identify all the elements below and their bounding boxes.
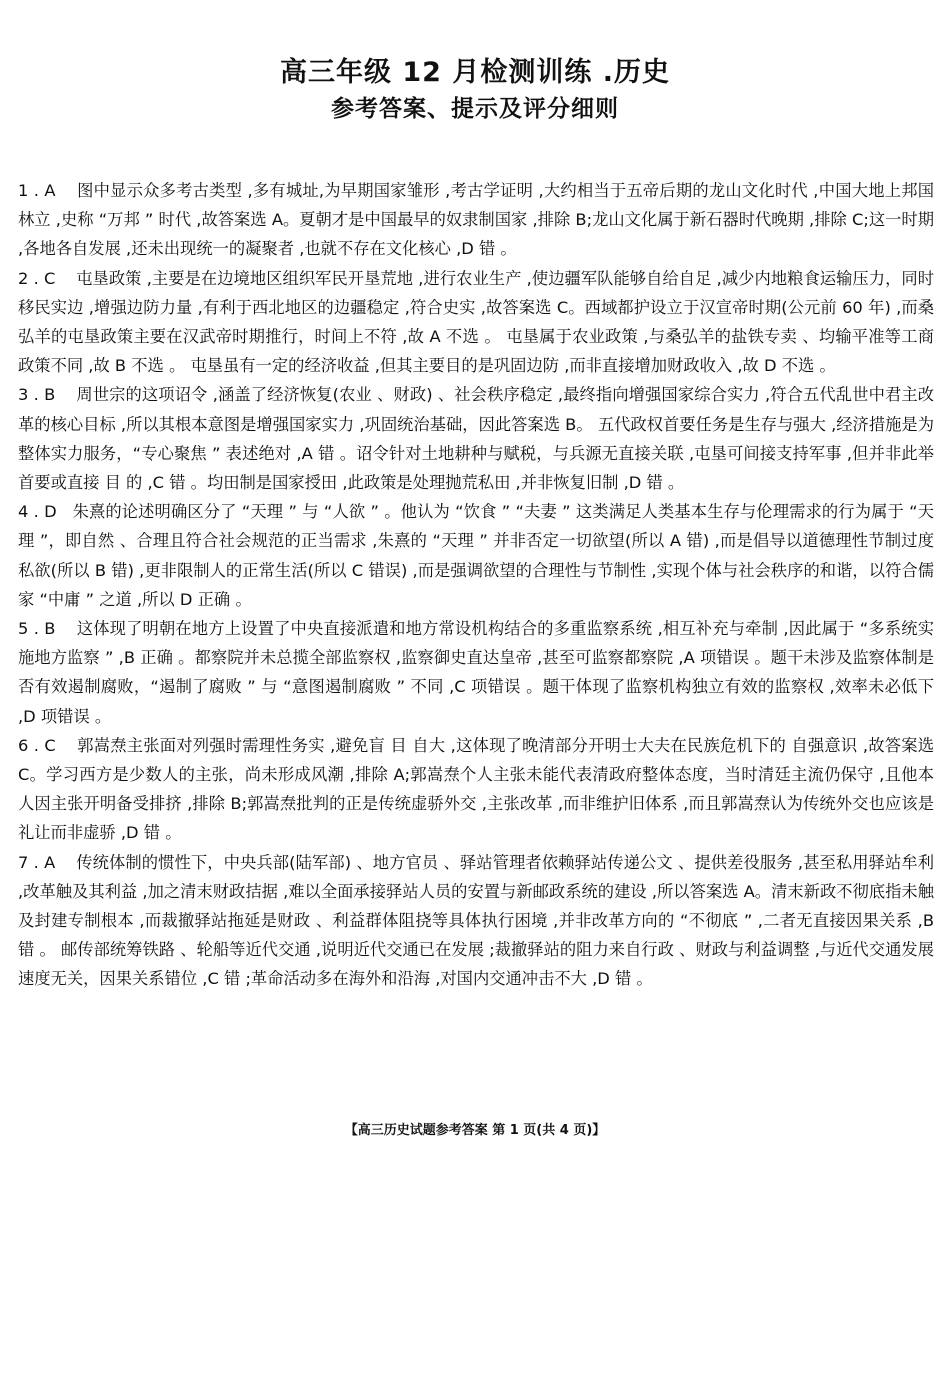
answer-label: 6 . C <box>18 735 56 755</box>
answer-label: 3 . B <box>18 385 56 405</box>
answer-text: 这体现了明朝在地方上设置了中央直接派遣和地方常设机构结合的多重监察系统 ,相互补充与牵制 ,因此属于 “多系统实施地方监察 ” ,B 正确 。都察院并未总揽全部监察权 ,监察御史直达皇帝 ,甚至可监察都察院 ,A 项错误 。题干未涉及监察体制是否有效遏制腐败，“遏制了腐败 ” 与 “意图遏制腐败 ” 不同 ,C 项错误 。题干体现了监察机构独立有效的监察权 ,效率未必低下 ,D 项错误 。 <box>18 619 935 726</box>
answer-label: 5 . B <box>18 619 56 639</box>
answer-text: 屯垦政策 ,主要是在边境地区组织军民开垦荒地 ,进行农业生产 ,使边疆军队能够自给自足 ,减少内地粮食运输压力，同时移民实边 ,增强边防力量 ,有利于西北地区的边疆稳定 ,符合史实 ,故答案选 C。西域都护设立于汉宣帝时期(公元前 60 年) ,而桑弘羊的屯垦政策主要在汉武帝时期推行，时间上不符 ,故 A 不选 。 屯垦属于农业政策 ,与桑弘羊的盐铁专卖 、均输平准等工商政策不同 ,故 B 不选 。 屯垦虽有一定的经济收益 ,但其主要目的是巩固边防 ,而非直接增加财政收入 ,故 D 不选 。 <box>18 268 934 376</box>
answer-label: 2 . C <box>18 268 56 288</box>
answer-label: 1 . A <box>18 181 56 200</box>
answer-item-7 <box>18 848 934 994</box>
answer-item-6 <box>18 731 934 848</box>
answer-label: 4 . D <box>18 502 57 522</box>
document-title: 高三年级 12 月检测训练 .历史 <box>279 57 671 88</box>
answer-text: 图中显示众多考古类型 ,多有城址,为早期国家雏形 ,考古学证明 ,大约相当于五帝后期的龙山文化时代 ,中国大地上邦国林立 ,史称 “万邦 ” 时代 ,故答案选 A。夏朝才是中国最早的奴隶制国家 ,排除 B;龙山文化属于新石器时代晚期 ,排除 C;这一时期 ,各地各自发展 ,还未出现统一的凝聚者 ,也就不存在文化核心 ,D 错 。 <box>18 181 934 259</box>
answer-item-1 <box>18 176 934 264</box>
answer-label: 7 . A <box>18 852 56 872</box>
page-footer: 【高三历史试题参考答案 第 1 页(共 4 页)】 <box>344 1123 606 1138</box>
answer-text: 朱熹的论述明确区分了 “天理 ” 与 “人欲 ” 。他认为 “饮食 ” “夫妻 ” 这类满足人类基本生存与伦理需求的行为属于 “天理 ”，即自然 、合理且符合社会规范的正当需求 ,朱熹的 “天理 ” 并非否定一切欲望(所以 A 错) ,而是倡导以道德理性节制过度私欲(所以 B 错) ,更非限制人的正常生活(所以 C 错误) ,而是强调欲望的合理性与节制性 ,实现个体与社会秩序的和谐，以符合儒家 “中庸 ” 之道 ,所以 D 正确 。 <box>18 502 935 609</box>
answer-item-2 <box>18 264 934 381</box>
answer-item-3 <box>18 380 934 497</box>
document-subtitle: 参考答案、提示及评分细则 <box>331 96 619 122</box>
answer-text: 郭嵩焘主张面对列强时需理性务实 ,避免盲 目 自大 ,这体现了晚清部分开明士大夫在民族危机下的 自强意识 ,故答案选 C。学习西方是少数人的主张，尚未形成风潮 ,排除 A;郭嵩焘个人主张未能代表清政府整体态度，当时清廷主流仍保守 ,且他本人因主张开明备受排挤 ,排除 B;郭嵩焘批判的正是传统虚骄外交 ,主张改革 ,而非维护旧体系 ,而且郭嵩焘认为传统外交也应该是礼让而非虚骄 ,D 错 。 <box>18 735 934 843</box>
answer-list <box>18 176 934 994</box>
answer-item-4 <box>18 497 934 614</box>
answer-text: 传统体制的惯性下，中央兵部(陆军部) 、地方官员 、驿站管理者依赖驿站传递公文 、提供差役服务 ,甚至私用驿站牟利 ,改革触及其利益 ,加之清末财政拮据 ,难以全面承接驿站人员的安置与新邮政系统的建设 ,所以答案选 A。清末新政不彻底指未触及封建专制根本 ,而裁撤驿站拖延是财政 、利益群体阻挠等具体执行困境 ,并非改革方向的 “不彻底 ” ,二者无直接因果关系 ,B 错 。 邮传部统筹铁路 、轮船等近代交通 ,说明近代交通已在发展 ;裁撤驿站的阻力来自行政 、财政与利益调整 ,与近代交通发展速度无关，因果关系错位 ,C 错 ;革命活动多在海外和沿海 ,对国内交通冲击不大 ,D 错 。 <box>18 852 935 989</box>
answer-item-5 <box>18 614 934 731</box>
answer-text: 周世宗的这项诏令 ,涵盖了经济恢复(农业 、财政) 、社会秩序稳定 ,最终指向增强国家综合实力 ,符合五代乱世中君主改革的核心目标 ,所以其根本意图是增强国家实力 ,巩固统治基础，因此答案选 B。 五代政权首要任务是生存与强大 ,经济措施是为整体实力服务，“专心聚焦 ” 表述绝对 ,A 错 。诏令针对土地耕种与赋税，与兵源无直接关联 ,屯垦可间接支持军事 ,但并非此举首要或直接 目 的 ,C 错 。均田制是国家授田 ,此政策是处理抛荒私田 ,并非恢复旧制 ,D 错 。 <box>18 385 934 493</box>
